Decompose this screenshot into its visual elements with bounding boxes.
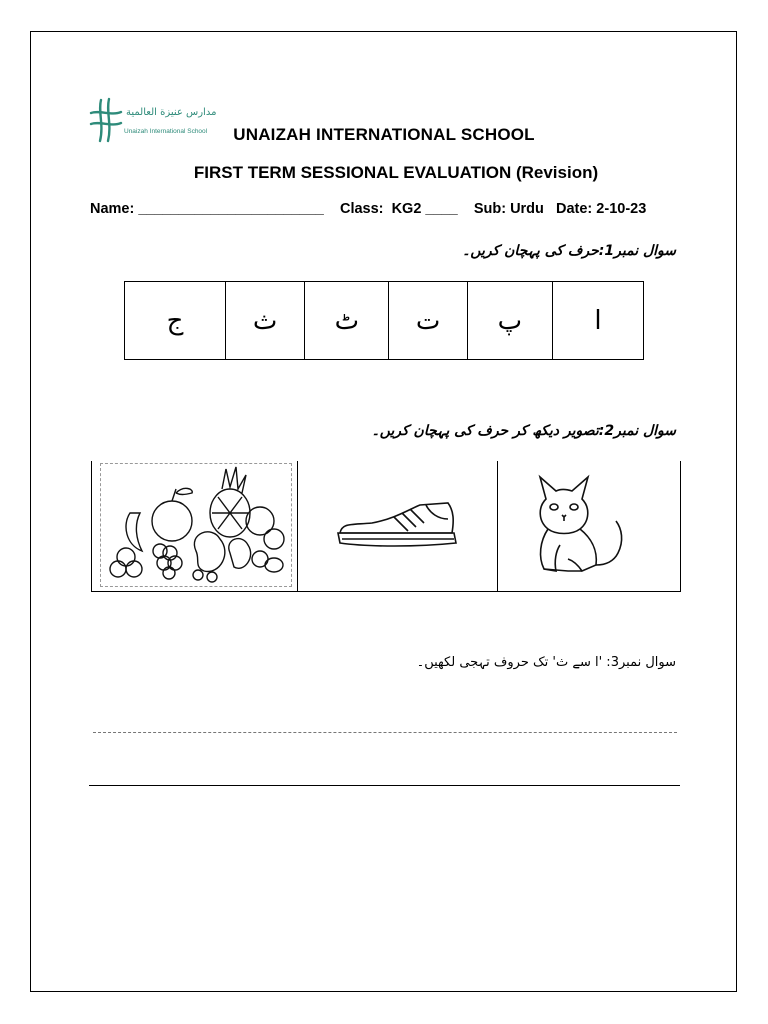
class-label: Class: <box>339 201 384 217</box>
class-blank: ____ <box>425 201 458 217</box>
letter-cell-jeem: ج <box>125 282 226 360</box>
picture-cell-cat <box>497 461 681 592</box>
question-1-text: سوال نمبر1:حرف کی پہچان کریں۔ <box>462 243 676 259</box>
letter-cell-pe: پ <box>467 282 552 360</box>
question-3-text: سوال نمبر3: 'ا سے ث' تک حروف تہجی لکھیں۔ <box>416 655 676 670</box>
picture-table <box>91 461 681 592</box>
name-blank: _______________________ <box>138 201 324 217</box>
class-value: KG2 <box>391 201 422 217</box>
date-value: 2-10-23 <box>596 201 647 217</box>
date-label: Date: <box>556 201 593 217</box>
picture-cell-fruits <box>91 461 298 592</box>
letter-table <box>124 281 644 360</box>
shoe-icon <box>298 461 497 592</box>
answer-line-solid <box>89 785 680 786</box>
evaluation-title: FIRST TERM SESSIONAL EVALUATION (Revision) <box>193 163 599 182</box>
letter-cell-tte: ٹ <box>305 282 389 360</box>
logo-english-text: Unaizah International School <box>124 128 208 135</box>
subject-value: Urdu <box>510 201 544 217</box>
name-label: Name: <box>90 201 135 217</box>
school-name: UNAIZAH INTERNATIONAL SCHOOL <box>233 125 535 144</box>
letter-cell-alif: ا <box>553 282 644 360</box>
fruits-icon <box>100 463 290 585</box>
cat-icon <box>498 461 682 592</box>
subject-label: Sub: <box>473 201 507 217</box>
student-info-row <box>90 201 646 217</box>
letter-cell-te: ت <box>389 282 467 360</box>
logo-arabic-text: مدارس عنيزة العالمية <box>126 107 217 118</box>
picture-cell-shoe <box>298 461 497 592</box>
letter-cell-se: ث <box>225 282 304 360</box>
answer-line-dashed <box>93 732 677 733</box>
question-2-text: سوال نمبر2:تصویر دیکھ کر حرف کی پہچان کریں۔ <box>371 423 676 439</box>
